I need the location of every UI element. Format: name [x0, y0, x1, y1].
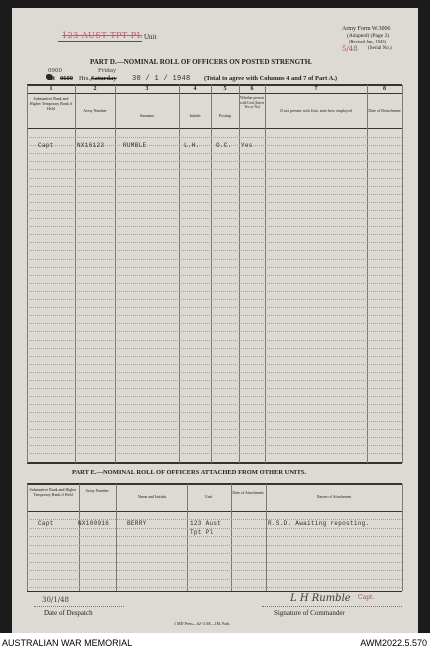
e-col-header-rank: Substantive Rank and Higher Temporary Rank if Held	[29, 487, 77, 497]
col-header-posting: Posting	[218, 113, 231, 118]
document-sheet	[12, 8, 418, 633]
e-vlines-v4	[231, 484, 232, 591]
d-hlines-h10	[27, 218, 402, 219]
part-e-rank: Capt	[38, 520, 54, 527]
e-hlines-h3	[27, 545, 402, 546]
d-hlines-h5	[27, 178, 402, 179]
col-number-4: 4	[193, 86, 197, 92]
signature: L H Rumble	[290, 593, 351, 604]
unit-underline	[58, 41, 142, 42]
part-d-posting: O.C.	[216, 142, 232, 149]
part-e-unit-line-2: Tpt Pl	[190, 529, 214, 536]
e-col-header-army-number: Army Number	[85, 488, 109, 493]
d-hlines-h25	[27, 340, 402, 341]
unit-stamp: 123 AUST TPT PL	[62, 31, 143, 40]
e-col-header-unit: Unit	[204, 494, 213, 499]
d-hlines-h23	[27, 323, 402, 324]
e-vlines-v3	[187, 484, 188, 591]
d-hlines-h30	[27, 380, 402, 381]
d-hlines-h14	[27, 250, 402, 251]
col-number-2: 2	[93, 86, 97, 92]
part-d-rank: Capt	[38, 142, 54, 149]
despatch-label: Date of Despatch	[44, 609, 93, 617]
part-d-bottom-rule	[27, 462, 402, 464]
d-hlines-h16	[27, 267, 402, 268]
d-hlines-h15	[27, 259, 402, 260]
d-hlines-h0	[27, 137, 402, 138]
form-ref-line-2: (Adapted) (Page 2)	[347, 33, 390, 39]
e-hlines-h4	[27, 553, 402, 554]
e-vlines-v6	[402, 484, 403, 591]
e-hlines-h1	[27, 528, 402, 529]
col-header-present: Whether present with Unit (Insert Yes or No)	[240, 96, 264, 110]
d-hlines-h36	[27, 429, 402, 430]
d-hlines-h18	[27, 283, 402, 284]
e-vlines-v5	[266, 484, 267, 591]
d-hlines-h11	[27, 226, 402, 227]
d-hlines-h38	[27, 445, 402, 446]
e-hlines-h6	[27, 570, 402, 571]
despatch-date: 30/1/48	[42, 596, 69, 604]
d-hlines-h28	[27, 364, 402, 365]
part-e-nature: R.S.D. Awaiting reposting.	[268, 520, 370, 527]
credit-left: AUSTRALIAN WAR MEMORIAL	[2, 638, 133, 648]
part-e-header-rule	[27, 511, 402, 512]
col-number-8: 8	[383, 86, 386, 92]
at-label: At	[48, 75, 55, 82]
unit-label: Unit	[144, 33, 157, 41]
part-d-number-rule	[27, 93, 402, 94]
signature-underline	[262, 606, 402, 607]
d-hlines-h7	[27, 194, 402, 195]
col-number-7: 7	[314, 86, 318, 92]
col-number-5: 5	[223, 86, 227, 92]
print-reference: 1 MD Press—62-/1/48—1M. Pads	[174, 621, 230, 626]
d-hlines-h6	[27, 186, 402, 187]
despatch-underline	[34, 606, 124, 607]
d-hlines-h39	[27, 453, 402, 454]
serial-number-value: 5/48	[342, 45, 358, 53]
e-vlines-v0	[27, 484, 28, 591]
d-hlines-h32	[27, 396, 402, 397]
d-hlines-h24	[27, 331, 402, 332]
part-d-header-rule	[27, 128, 402, 129]
part-e-army-number: NX100916	[78, 520, 110, 527]
d-hlines-h22	[27, 315, 402, 316]
part-d-surname: RUMBLE	[123, 142, 147, 149]
credit-right: AWM2022.5.570	[360, 638, 427, 648]
col-header-employed: If not present with Unit, state how employed	[280, 108, 352, 113]
d-vlines-v8	[402, 85, 403, 463]
part-e-top-rule	[27, 483, 402, 485]
e-hlines-h2	[27, 536, 402, 537]
part-e-bottom-rule	[27, 591, 402, 592]
date-value: 30 / 1 / 1948	[132, 75, 191, 83]
d-hlines-h26	[27, 348, 402, 349]
d-hlines-h3	[27, 161, 402, 162]
d-hlines-h27	[27, 356, 402, 357]
d-hlines-h33	[27, 404, 402, 405]
instruction-text: (Total to agree with Columns 4 and 7 of Part A.)	[204, 75, 338, 82]
e-col-header-name: Name and Initials	[137, 494, 167, 499]
e-hlines-h8	[27, 587, 402, 588]
d-hlines-h13	[27, 242, 402, 243]
e-hlines-h7	[27, 579, 402, 580]
col-number-1: 1	[49, 86, 53, 92]
hrs-label: Hrs.,	[79, 75, 92, 82]
e-hlines-h5	[27, 562, 402, 563]
part-e-unit-line-1: 123 Aust	[190, 520, 222, 527]
col-number-3: 3	[145, 86, 149, 92]
part-d-initials: L.H.	[184, 142, 200, 149]
d-hlines-h35	[27, 421, 402, 422]
col-header-army-number: Army Number	[83, 108, 107, 113]
e-vlines-v1	[79, 484, 80, 591]
form-ref-line-3: (Revised Jan., 1943)	[349, 39, 386, 44]
d-hlines-h21	[27, 307, 402, 308]
d-hlines-h20	[27, 299, 402, 300]
part-e-title: PART E.—NOMINAL ROLL OF OFFICERS ATTACHED FROM OTHER UNITS.	[72, 469, 307, 476]
d-hlines-h31	[27, 388, 402, 389]
day-written: Friday	[98, 68, 117, 74]
signature-rank: Capt.	[358, 594, 375, 601]
col-header-rank: Substantive Rank and Higher Temporary Rank if Held	[29, 96, 73, 111]
d-hlines-h29	[27, 372, 402, 373]
d-hlines-h37	[27, 437, 402, 438]
form-ref-line-1: Army Form W.3006	[342, 26, 391, 32]
e-vlines-v2	[116, 484, 117, 591]
credits-bar	[0, 633, 430, 653]
d-hlines-h9	[27, 210, 402, 211]
signature-label: Signature of Commander	[274, 609, 345, 617]
d-hlines-h12	[27, 234, 402, 235]
col-header-surname: Surname	[139, 113, 155, 118]
part-e-name: BERRY	[127, 520, 147, 527]
d-hlines-h8	[27, 202, 402, 203]
d-hlines-h4	[27, 169, 402, 170]
part-d-title: PART D.—NOMINAL ROLL OF OFFICERS ON POSTED STRENGTH.	[90, 58, 312, 66]
part-d-present: Yes	[241, 142, 253, 149]
d-hlines-h17	[27, 275, 402, 276]
serial-number-label: (Serial No.)	[368, 46, 392, 51]
e-col-header-date: Date of Attachment	[232, 490, 264, 495]
col-header-initials: Initials	[189, 113, 201, 118]
day-crossed: Saturday	[91, 75, 117, 82]
col-header-detachment: Date of Detachment	[368, 108, 401, 113]
d-hlines-h19	[27, 291, 402, 292]
d-hlines-h34	[27, 412, 402, 413]
d-hlines-h2	[27, 153, 402, 154]
time-crossed: 0600	[60, 75, 73, 82]
e-col-header-nature: Nature of Attachment	[316, 494, 352, 499]
part-d-army-number: NX16123	[77, 142, 105, 149]
col-number-6: 6	[250, 86, 254, 92]
time-written: 0900	[48, 68, 62, 74]
